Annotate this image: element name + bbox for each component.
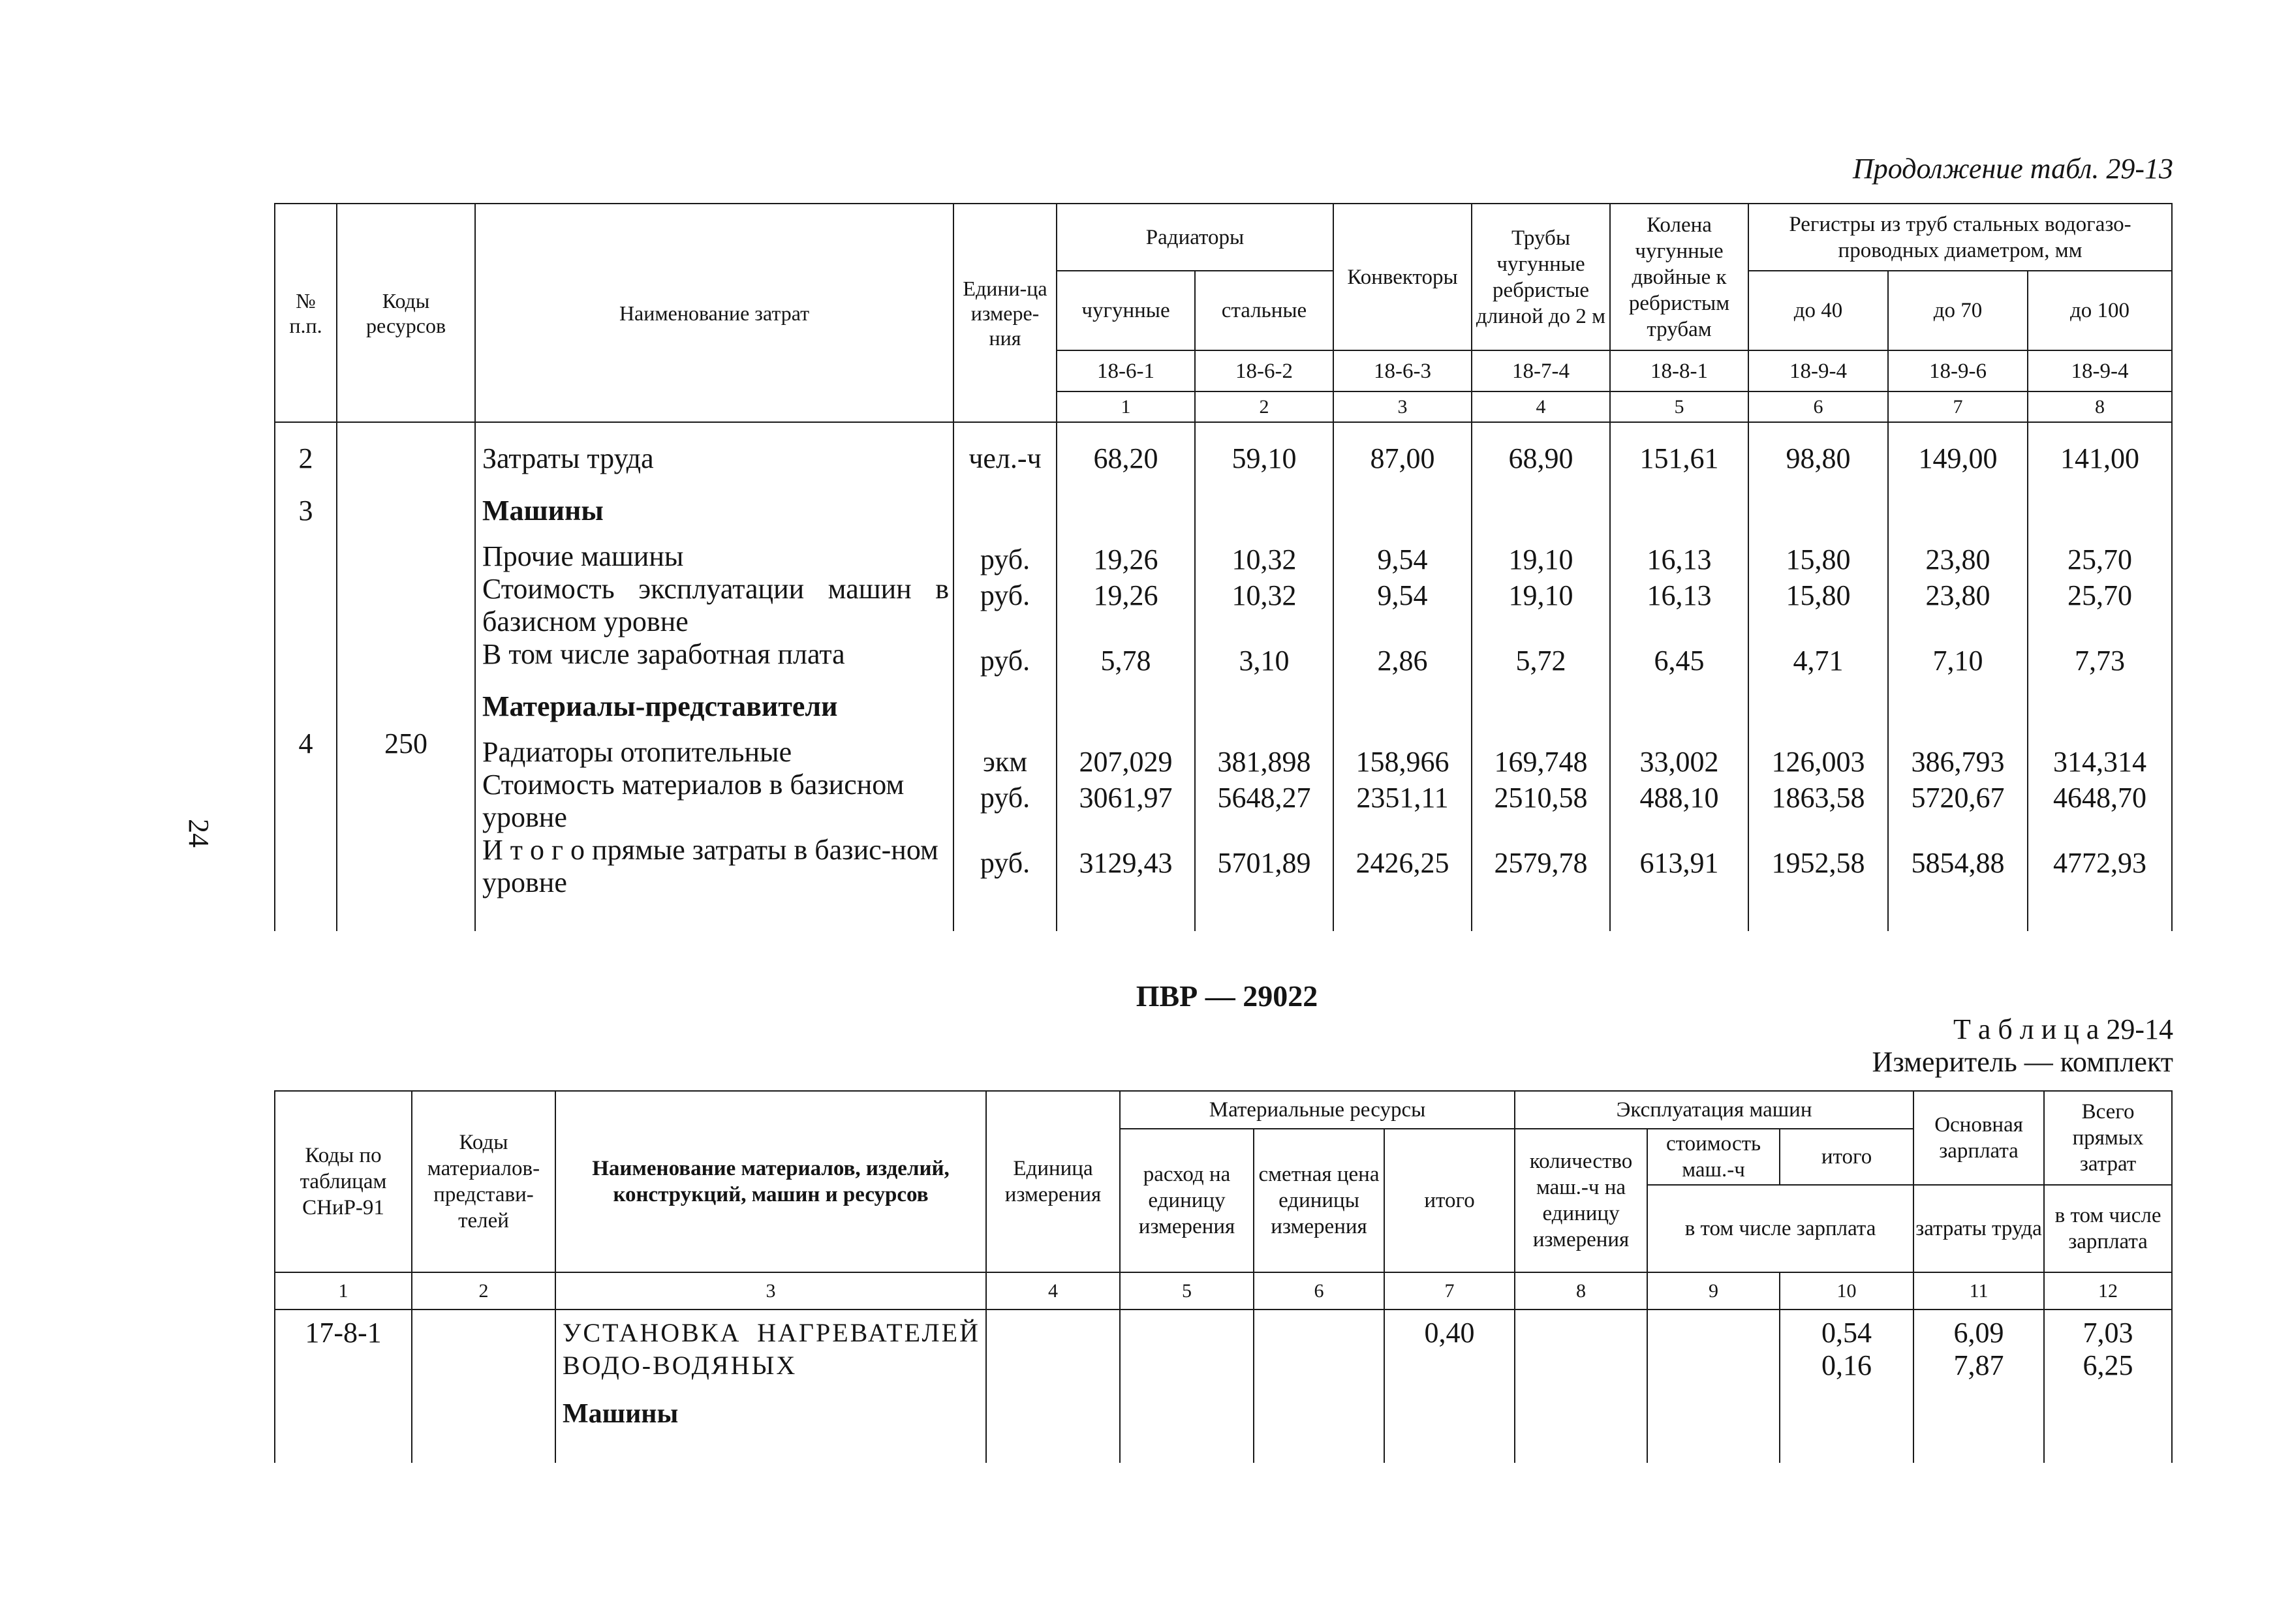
table-cell xyxy=(1913,1310,2044,1463)
table-cell: 0,40 xyxy=(1384,1310,1515,1463)
table-cell: 6,09 xyxy=(1953,1317,2004,1349)
table-cell: 59,10 xyxy=(1231,442,1297,474)
table-cell: 98,80 xyxy=(1786,442,1851,474)
table-cell: 386,793 xyxy=(1911,746,2005,778)
measure-label: Измеритель — комплект xyxy=(1872,1046,2173,1078)
header-quantity: количество маш.-ч на единицу измерения xyxy=(1515,1129,1647,1272)
header-material-resources: Материальные ресурсы xyxy=(1120,1091,1515,1129)
header-registers: Регистры из труб стальных водогазо-проводных диаметром, мм xyxy=(1748,204,2172,271)
unit-column xyxy=(953,422,1057,931)
header-all-direct: Всего прямых затрат xyxy=(2044,1091,2172,1185)
col-number: 3 xyxy=(555,1272,986,1310)
header-pipes: Трубы чугунные ребристые длиной до 2 м xyxy=(1472,204,1610,350)
value-column xyxy=(1888,422,2028,931)
table-cell: 10,32 xyxy=(1231,579,1297,611)
table-cell xyxy=(986,1310,1120,1463)
row-label: Стоимость эксплуатации машин в базисном уровне xyxy=(482,573,949,637)
name-column xyxy=(475,422,953,931)
code-cell: 18-6-2 xyxy=(1195,350,1333,391)
table-cell xyxy=(1780,1310,1913,1463)
table-cell: 19,26 xyxy=(1093,579,1158,611)
table-cell xyxy=(275,681,336,713)
header-unit: Единица измерения xyxy=(986,1091,1120,1272)
table-cell: 7,73 xyxy=(2075,645,2126,677)
table-cell: 169,748 xyxy=(1494,746,1588,778)
table-cell: 5,72 xyxy=(1515,645,1566,677)
table-cell: 5854,88 xyxy=(1911,847,2005,879)
table-cell xyxy=(1515,1310,1647,1463)
header-labor: затраты труда xyxy=(1913,1185,2044,1272)
header-machine-operation: Эксплуатация машин xyxy=(1515,1091,1913,1129)
col-number: 12 xyxy=(2044,1272,2172,1310)
table-cell: 2579,78 xyxy=(1494,847,1588,879)
table-cell: 3,10 xyxy=(1239,645,1290,677)
table-cell: 151,61 xyxy=(1639,442,1719,474)
col-number: 5 xyxy=(1120,1272,1254,1310)
table-cell xyxy=(337,681,474,713)
table-cell: 25,70 xyxy=(2067,579,2133,611)
table-cell: 4 xyxy=(298,728,313,759)
table-cell: 23,80 xyxy=(1925,579,1990,611)
name-cell xyxy=(555,1310,986,1463)
table-cell: 6,25 xyxy=(2083,1349,2133,1381)
pvr-title: ПВР — 29022 xyxy=(1136,979,1318,1013)
table-cell: 87,00 xyxy=(1370,442,1435,474)
header-steel: стальные xyxy=(1195,271,1333,350)
header-cast-iron: чугунные xyxy=(1057,271,1195,350)
table-cell: 9,54 xyxy=(1377,544,1428,575)
table-cell: 7,87 xyxy=(1953,1349,2004,1381)
table-cell: руб. xyxy=(980,645,1030,677)
header-base-wage: Основная зарплата xyxy=(1913,1091,2044,1185)
table-cell: 23,80 xyxy=(1925,544,1990,575)
np-column xyxy=(275,422,337,931)
table-cell: 207,029 xyxy=(1079,746,1173,778)
work-title: УСТАНОВКА НАГРЕВАТЕЛЕЙ ВОДО-ВОДЯНЫХ xyxy=(563,1318,980,1380)
code-cell: 18-9-4 xyxy=(1748,350,1888,391)
table-cell: 1952,58 xyxy=(1771,847,1865,879)
header-radiators: Радиаторы xyxy=(1057,204,1333,271)
col-number: 1 xyxy=(1057,391,1195,422)
header-consumption: расход на единицу измерения xyxy=(1120,1129,1254,1272)
table-cell: 3129,43 xyxy=(1079,847,1173,879)
table-cell xyxy=(275,626,336,659)
table-cell: 2 xyxy=(298,442,313,474)
row-label: Радиаторы отопительные xyxy=(482,736,792,768)
col-number: 7 xyxy=(1384,1272,1515,1310)
section-label: Материалы-представители xyxy=(482,690,838,722)
table-cell: 5720,67 xyxy=(1911,782,2005,814)
table-cell: 2,86 xyxy=(1377,645,1428,677)
table-cell xyxy=(1647,1310,1780,1463)
value-column xyxy=(1057,422,1195,931)
table-cell xyxy=(1254,1310,1384,1463)
col-number: 10 xyxy=(1780,1272,1913,1310)
table-cell: 1863,58 xyxy=(1771,782,1865,814)
table-cell: руб. xyxy=(980,782,1030,814)
header-resource-codes: Коды ресурсов xyxy=(337,204,475,422)
row-label: Прочие машины xyxy=(482,540,684,572)
code-cell: 18-6-3 xyxy=(1333,350,1472,391)
table-cell xyxy=(337,442,474,475)
table-cell: 126,003 xyxy=(1771,746,1865,778)
code-cell: 18-9-4 xyxy=(2028,350,2172,391)
col-number: 8 xyxy=(1515,1272,1647,1310)
table-cell: экм xyxy=(982,746,1028,778)
value-column xyxy=(1748,422,1888,931)
table-body xyxy=(275,422,2172,931)
table-cell: 7,10 xyxy=(1932,645,1983,677)
table-cell: 33,002 xyxy=(1639,746,1719,778)
row-label: Стоимость материалов в базисном уровне xyxy=(482,769,905,833)
table-cell: 488,10 xyxy=(1639,782,1719,814)
table-row xyxy=(275,1310,2172,1463)
header-material-codes: Коды материалов-представи-телей xyxy=(412,1091,555,1272)
col-number: 4 xyxy=(986,1272,1120,1310)
table-cell: 141,00 xyxy=(2060,442,2140,474)
col-number: 6 xyxy=(1254,1272,1384,1310)
table-cell: 68,20 xyxy=(1093,442,1158,474)
row-label: Затраты труда xyxy=(482,442,654,474)
header-d70: до 70 xyxy=(1888,271,2028,350)
col-number: 1 xyxy=(275,1272,412,1310)
table-cell: 19,26 xyxy=(1093,544,1158,575)
header-material-name: Наименование материалов, изделий, конструкций, машин и ресурсов xyxy=(555,1091,986,1272)
value-column xyxy=(1472,422,1610,931)
row-label: В том числе заработная плата xyxy=(482,638,845,670)
table-cell: 250 xyxy=(384,728,427,759)
table-cell xyxy=(337,626,474,659)
table-cell xyxy=(1120,1310,1254,1463)
col-number: 3 xyxy=(1333,391,1472,422)
col-number: 2 xyxy=(412,1272,555,1310)
table-cell: 68,90 xyxy=(1508,442,1573,474)
col-number: 2 xyxy=(1195,391,1333,422)
col-number: 7 xyxy=(1888,391,2028,422)
header-incl-wage-2: в том числе зарплата xyxy=(2044,1185,2172,1272)
section-label: Машины xyxy=(563,1399,679,1429)
table-cell: 10,32 xyxy=(1231,544,1297,575)
table-cell: руб. xyxy=(980,544,1030,575)
header-elbows: Колена чугунные двойные к ребристым трубам xyxy=(1610,204,1748,350)
table-cell: руб. xyxy=(980,847,1030,879)
header-cost-name: Наименование затрат xyxy=(475,204,953,422)
table-cell xyxy=(337,495,474,527)
table-cell: 25,70 xyxy=(2067,544,2133,575)
value-column xyxy=(1610,422,1748,931)
header-total-machines: итого xyxy=(1780,1129,1913,1185)
table-cell: 19,10 xyxy=(1508,544,1573,575)
table-29-14 xyxy=(274,1090,2173,1463)
header-unit: Едини-ца измере-ния xyxy=(953,204,1057,422)
table-cell xyxy=(275,573,336,626)
code-cell: 18-6-1 xyxy=(1057,350,1195,391)
table-cell: 3 xyxy=(298,495,313,527)
col-number: 9 xyxy=(1647,1272,1780,1310)
code-cell: 18-7-4 xyxy=(1472,350,1610,391)
value-column xyxy=(1195,422,1333,931)
col-number: 6 xyxy=(1748,391,1888,422)
continuation-table xyxy=(274,203,2173,931)
code-cell: 18-8-1 xyxy=(1610,350,1748,391)
col-number: 4 xyxy=(1472,391,1610,422)
table-cell: 0,16 xyxy=(1821,1349,1872,1381)
table-cell: 15,80 xyxy=(1786,579,1851,611)
table-cell: 4772,93 xyxy=(2053,847,2147,879)
table-cell: 381,898 xyxy=(1217,746,1311,778)
table-cell: 17-8-1 xyxy=(275,1310,412,1463)
col-number: 5 xyxy=(1610,391,1748,422)
header-total: итого xyxy=(1384,1129,1515,1272)
table-cell: 16,13 xyxy=(1647,544,1712,575)
table-cell: 4,71 xyxy=(1793,645,1844,677)
table-cell: 16,13 xyxy=(1647,579,1712,611)
table-cell: 9,54 xyxy=(1377,579,1428,611)
table-cell: 314,314 xyxy=(2053,746,2147,778)
table-cell: 19,10 xyxy=(1508,579,1573,611)
code-cell: 18-9-6 xyxy=(1888,350,2028,391)
table-cell: чел.-ч xyxy=(968,442,1042,474)
header-cost: стоимость маш.-ч xyxy=(1647,1129,1780,1185)
col-number: 11 xyxy=(1913,1272,2044,1310)
table-cell: руб. xyxy=(980,579,1030,611)
table-cell: 613,91 xyxy=(1639,847,1719,879)
table-cell xyxy=(275,540,336,573)
table-cell: 3061,97 xyxy=(1079,782,1173,814)
table-cell: 2510,58 xyxy=(1494,782,1588,814)
header-snip-codes: Коды по таблицам СНиР-91 xyxy=(275,1091,412,1272)
header-np: № п.п. xyxy=(275,204,337,422)
table-cell xyxy=(337,573,474,626)
col-number: 8 xyxy=(2028,391,2172,422)
table-title: Т а б л и ц а 29-14 xyxy=(1953,1013,2173,1045)
table-cell: 4648,70 xyxy=(2053,782,2147,814)
continuation-label: Продолжение табл. 29-13 xyxy=(1853,153,2173,185)
header-convectors: Конвекторы xyxy=(1333,204,1472,350)
table-cell: 2351,11 xyxy=(1356,782,1449,814)
row-label: И т о г о прямые затраты в базис-ном уровне xyxy=(482,834,938,898)
header-price: сметная цена единицы измерения xyxy=(1254,1129,1384,1272)
table-cell: 5648,27 xyxy=(1217,782,1311,814)
value-column xyxy=(2028,422,2172,931)
section-label: Машины xyxy=(482,495,604,527)
table-cell xyxy=(412,1310,555,1463)
table-cell: 5,78 xyxy=(1100,645,1151,677)
table-cell: 2426,25 xyxy=(1355,847,1449,879)
header-d100: до 100 xyxy=(2028,271,2172,350)
table-cell xyxy=(337,540,474,573)
codes-column xyxy=(337,422,475,931)
table-cell: 0,54 xyxy=(1821,1317,1872,1349)
table-cell: 149,00 xyxy=(1918,442,1998,474)
header-incl-wage: в том числе зарплата xyxy=(1647,1185,1913,1272)
table-cell: 158,966 xyxy=(1355,746,1449,778)
header-d40: до 40 xyxy=(1748,271,1888,350)
table-cell: 5701,89 xyxy=(1217,847,1311,879)
table-cell: 15,80 xyxy=(1786,544,1851,575)
table-cell: 7,03 xyxy=(2083,1317,2133,1349)
page-number: 24 xyxy=(183,819,215,848)
table-cell: 6,45 xyxy=(1654,645,1705,677)
table-cell xyxy=(2044,1310,2172,1463)
value-column xyxy=(1333,422,1472,931)
